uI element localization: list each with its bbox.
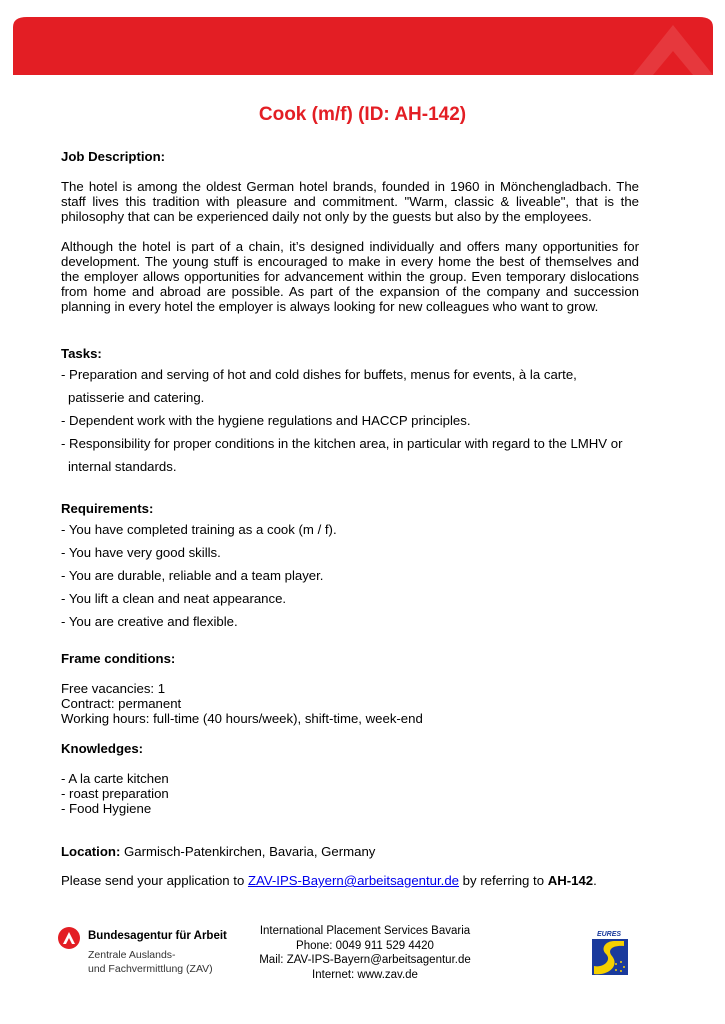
- task-line: - Responsibility for proper conditions in the kitchen area, in particular with regard to the LMHV or: [61, 436, 623, 451]
- task-line: patisserie and catering.: [68, 390, 205, 405]
- ba-logo-sub1: Zentrale Auslands-: [88, 949, 176, 961]
- task-line: - Preparation and serving of hot and cold dishes for buffets, menus for events, à la carte,: [61, 367, 577, 382]
- tasks-heading: Tasks:: [61, 346, 102, 361]
- contact-line: Mail: ZAV-IPS-Bayern@arbeitsagentur.de: [259, 954, 471, 966]
- eures-logo-text: EURES: [596, 931, 622, 938]
- list-item: - You are creative and flexible.: [61, 614, 238, 629]
- list-item: - You have very good skills.: [61, 545, 221, 560]
- application-line: [61, 873, 639, 888]
- tasks-list: [61, 363, 639, 478]
- application-reference: AH-142: [547, 873, 594, 888]
- list-item: - You have completed training as a cook (m / f).: [61, 522, 337, 537]
- ba-logo-title: Bundesagentur für Arbeit: [88, 930, 227, 942]
- list-item: [61, 409, 639, 432]
- location-label: Location:: [61, 844, 121, 859]
- list-item: - roast preparation: [61, 786, 169, 801]
- ba-logo: [58, 924, 258, 984]
- application-suffix: .: [593, 873, 597, 888]
- task-line: internal standards.: [68, 459, 177, 474]
- eures-logo-icon: [586, 928, 632, 978]
- list-item: - A la carte kitchen: [61, 771, 169, 786]
- task-line: - Dependent work with the hygiene regulations and HACCP principles.: [61, 413, 471, 428]
- page-title: Cook (m/f) (ID: AH-142): [258, 104, 467, 125]
- list-item: [61, 432, 639, 478]
- job-description-paragraph: The hotel is among the oldest German hotel brands, founded in 1960 in Mönchengladbach. The staff lives this tradition with pleasure and commitment. "Warm, classic & liveable", that is the philosophy that can be experienced daily not only by the guests but also by the employees.: [61, 179, 639, 224]
- frame-conditions-line: Free vacancies: 1: [61, 681, 166, 696]
- knowledges-heading: Knowledges:: [61, 741, 144, 756]
- requirements-list: [61, 518, 639, 633]
- location-value: Garmisch-Patenkirchen, Bavaria, Germany: [120, 844, 376, 859]
- application-middle: by referring to: [459, 873, 548, 888]
- list-item: - Food Hygiene: [61, 801, 152, 816]
- job-content: [61, 149, 639, 888]
- requirements-heading: Requirements:: [61, 501, 154, 516]
- contact-line: Internet: www.zav.de: [312, 968, 418, 981]
- application-email-link[interactable]: ZAV-IPS-Bayern@arbeitsagentur.de: [247, 873, 460, 888]
- ba-logo-icon: [58, 927, 80, 949]
- application-prefix: Please send your application to: [61, 873, 248, 888]
- list-item: [61, 363, 639, 409]
- frame-conditions-line: Working hours: full-time (40 hours/week), shift-time, week-end: [61, 711, 423, 726]
- frame-conditions-line: Contract: permanent: [61, 696, 182, 711]
- footer-contact: [240, 924, 490, 982]
- job-description-heading: Job Description:: [61, 149, 166, 164]
- list-item: - You are durable, reliable and a team player.: [61, 568, 324, 583]
- contact-line: International Placement Services Bavaria: [259, 925, 471, 937]
- job-description-paragraph: Although the hotel is part of a chain, it’s designed individually and offers many opportunities for development. The young stuff is encouraged to make in every home the best of themselves and the employer allows opportunities for advancement within the group. Even temporary dislocations from home and abroad are possible. As part of the expansion of the company and succession planning in every hotel the employer is always looking for new colleagues who want to grow.: [61, 239, 639, 314]
- location-line: [61, 844, 639, 859]
- header-banner: [13, 17, 713, 75]
- contact-line: Phone: 0049 911 529 4420: [296, 939, 434, 952]
- list-item: - You lift a clean and neat appearance.: [61, 591, 287, 606]
- frame-conditions-heading: Frame conditions:: [61, 651, 176, 666]
- ba-logo-sub2: und Fachvermittlung (ZAV): [88, 963, 213, 975]
